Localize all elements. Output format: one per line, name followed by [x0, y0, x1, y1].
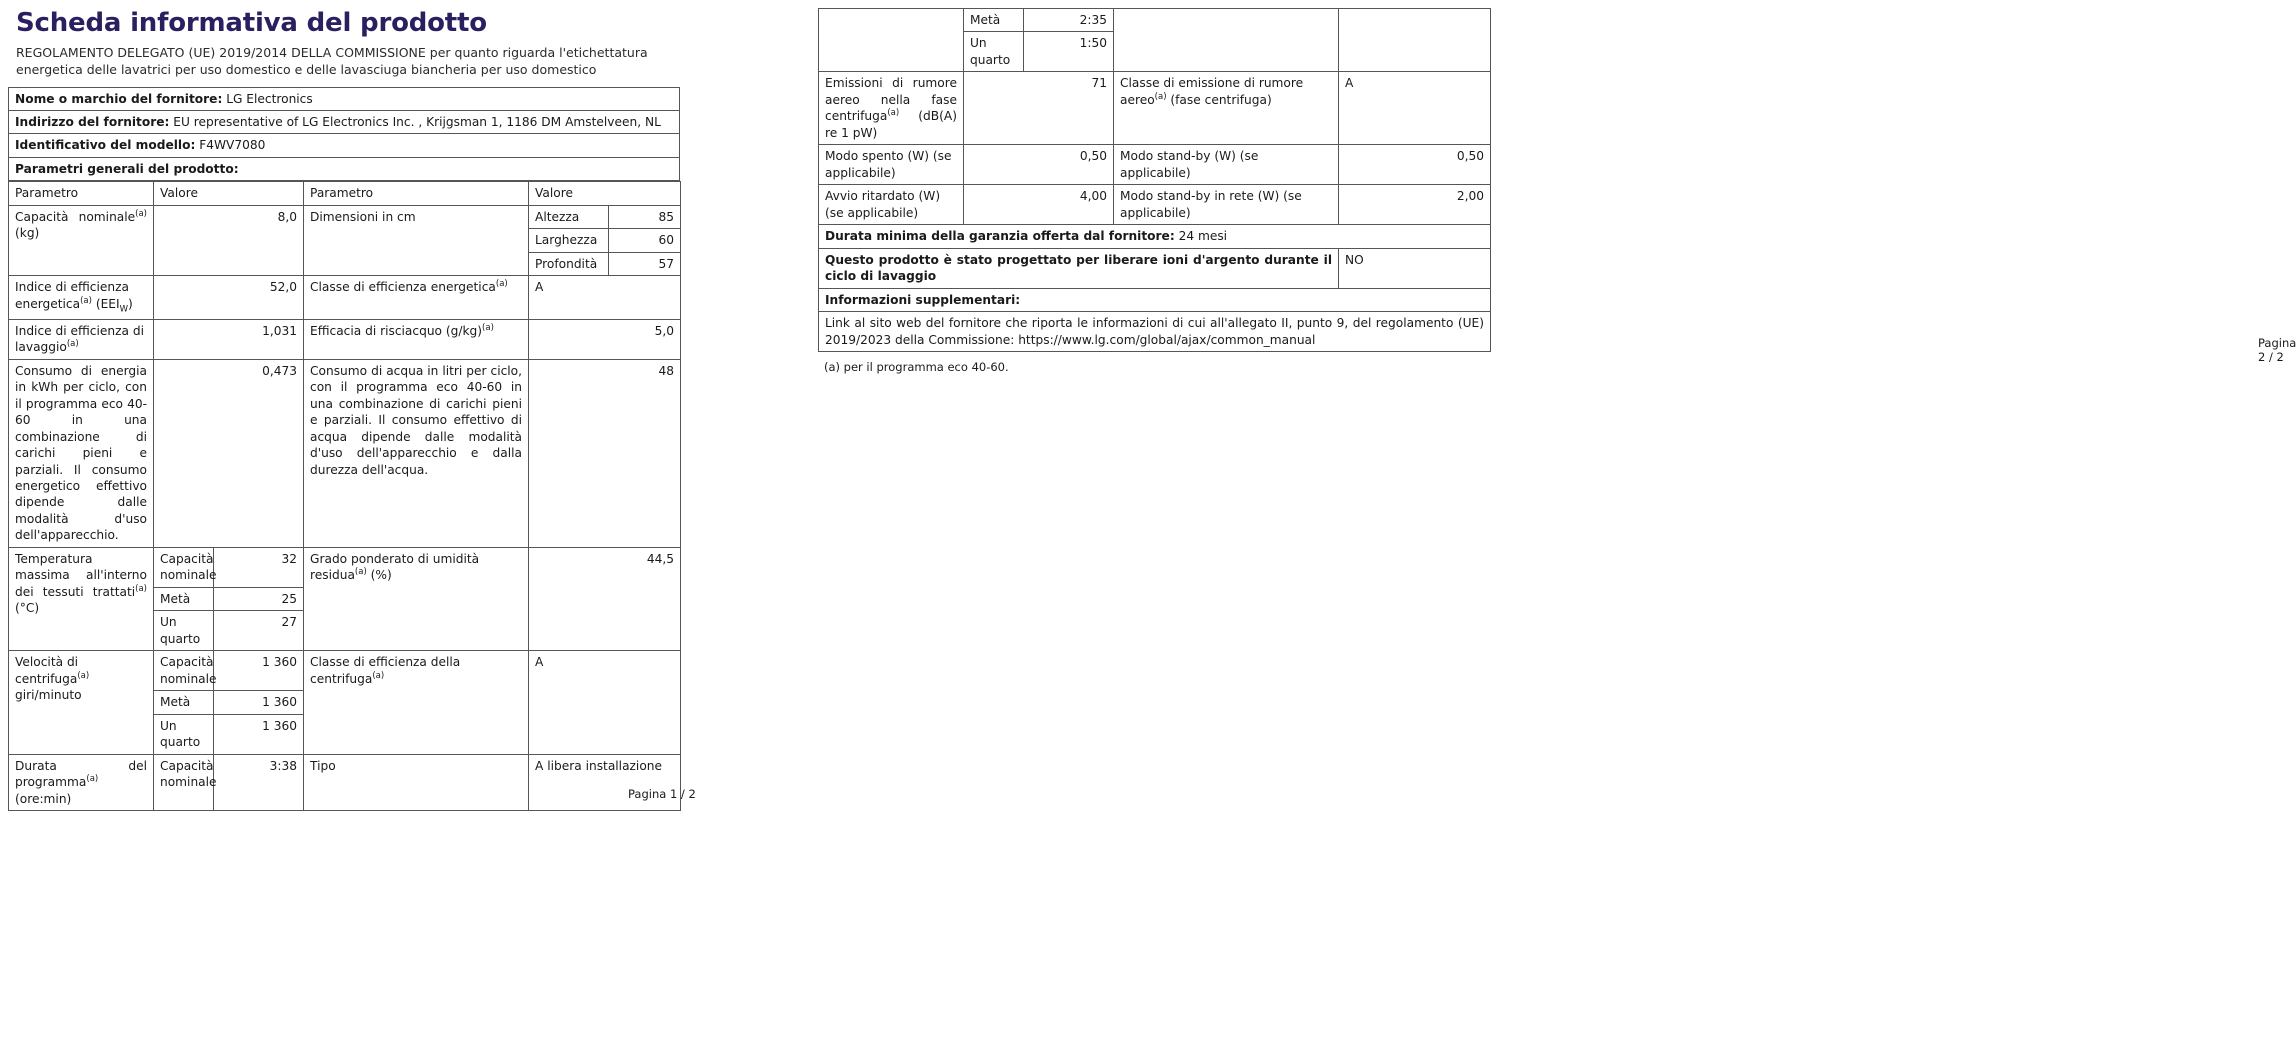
temp-quarter-load-label: Un quarto — [154, 611, 214, 651]
noise-emissions-label: Emissioni di rumore aereo nella fase centrifuga$^{(a)}$ (dB(A) re 1 pW) — [819, 72, 964, 145]
general-params-header: Parametri generali del prodotto: — [9, 157, 680, 180]
spin-half-load-value: 1 360 — [214, 691, 304, 714]
spin-full-load-value: 1 360 — [214, 651, 304, 691]
duration-continued-spacer-3 — [1339, 9, 1491, 72]
page-1-column — [8, 0, 698, 811]
table-row — [9, 134, 680, 157]
table-row — [819, 225, 1491, 248]
model-value: F4WV7080 — [199, 138, 266, 153]
supplier-name-value: LG Electronics — [226, 91, 313, 106]
table-row — [9, 110, 680, 133]
page-number-right: Pagina 2 / 2 — [2258, 336, 2296, 365]
additional-info-text: Link al sito web del fornitore che riporta le informazioni di cui all'allegato II, punto 9, del regolamento (UE) 2019/2023 della Commissione: https://www.lg.com/global/ajax/common_manual — [819, 312, 1491, 352]
table-row — [819, 9, 1491, 32]
wash-efficiency-value: 1,031 — [154, 319, 304, 359]
off-mode-label: Modo spento (W) (se applicabile) — [819, 145, 964, 185]
dimension-height-value: 85 — [609, 205, 681, 228]
silver-ions-label: Questo prodotto è stato progettato per liberare ioni d'argento durante il ciclo di lavaggio — [819, 248, 1339, 288]
standby-mode-value: 0,50 — [1339, 145, 1491, 185]
supplier-name-label: Nome o marchio del fornitore: — [15, 91, 223, 106]
footnote-a: (a) per il programma eco 40-60. — [824, 360, 1009, 375]
duration-half-load-label: Metà — [964, 9, 1024, 32]
noise-class-label: Classe di emissione di rumore aereo$^{(a)}$ (fase centrifuga) — [1114, 72, 1339, 145]
energy-efficiency-index-label: Indice di efficienza energetica$^{(a)}$ $(EEI_W)$ — [9, 276, 154, 319]
residual-moisture-value: 44,5 — [529, 547, 681, 650]
regulation-subtitle: REGOLAMENTO DELEGATO (UE) 2019/2014 DELLA COMMISSIONE per quanto riguarda l'etichettatura energetica delle lavatrici per uso domestico e delle lavasciuga biancheria per uso domestico — [16, 45, 648, 78]
table-row — [819, 72, 1491, 145]
table-row — [9, 547, 681, 587]
table-row — [819, 312, 1491, 352]
supplier-table — [8, 87, 680, 182]
dimension-height-label: Altezza — [529, 205, 609, 228]
standby-mode-label: Modo stand-by (W) (se applicabile) — [1114, 145, 1339, 185]
table-row — [819, 288, 1491, 311]
energy-class-value: A — [529, 276, 681, 319]
table-row — [9, 359, 681, 547]
duration-full-load-value: 3:38 — [214, 754, 304, 810]
table-row — [819, 145, 1491, 185]
rinse-efficiency-label: Efficacia di risciacquo $(g/kg)^{(a)}$ — [304, 319, 529, 359]
table-row — [9, 319, 681, 359]
off-mode-value: 0,50 — [964, 145, 1114, 185]
continued-parameters-table — [818, 8, 1491, 352]
spin-class-value: A — [529, 651, 681, 754]
page-title: Scheda informativa del prodotto — [16, 8, 487, 38]
delay-start-label: Avvio ritardato (W) (se applicabile) — [819, 185, 964, 225]
duration-half-load-value: 2:35 — [1024, 9, 1114, 32]
spin-speed-label: Velocità di centrifuga$^{(a)}$ giri/minuto — [9, 651, 154, 754]
water-consumption-value: 48 — [529, 359, 681, 547]
supplier-address-label: Indirizzo del fornitore: — [15, 114, 170, 129]
spin-full-load-label: Capacità nominale — [154, 651, 214, 691]
dimension-depth-value: 57 — [609, 252, 681, 275]
energy-consumption-value: 0,473 — [154, 359, 304, 547]
rated-capacity-label: Capacità nominale$^{(a)}$ (kg) — [9, 205, 154, 275]
temp-full-load-label: Capacità nominale — [154, 547, 214, 587]
spin-quarter-load-value: 1 360 — [214, 714, 304, 754]
model-cell — [9, 134, 680, 157]
noise-class-value: A — [1339, 72, 1491, 145]
additional-info-header: Informazioni supplementari: — [819, 288, 1491, 311]
network-standby-label: Modo stand-by in rete (W) (se applicabile) — [1114, 185, 1339, 225]
col-header-value-2: Valore — [529, 182, 681, 205]
duration-continued-spacer — [819, 9, 964, 72]
col-header-parameter: Parametro — [9, 182, 154, 205]
table-row — [9, 205, 681, 228]
page-2-column — [818, 0, 2296, 375]
noise-emissions-value: 71 — [964, 72, 1114, 145]
temp-half-load-value: 25 — [214, 587, 304, 610]
residual-moisture-label: Grado ponderato di umidità residua$^{(a)}$ (%) — [304, 547, 529, 650]
duration-quarter-load-value: 1:50 — [1024, 32, 1114, 72]
delay-start-value: 4,00 — [964, 185, 1114, 225]
warranty-cell — [819, 225, 1491, 248]
temp-full-load-value: 32 — [214, 547, 304, 587]
table-row — [9, 276, 681, 319]
temp-quarter-load-value: 27 — [214, 611, 304, 651]
warranty-label: Durata minima della garanzia offerta dal fornitore: — [825, 229, 1175, 244]
energy-class-label: Classe di efficienza energetica$^{(a)}$ — [304, 276, 529, 319]
program-duration-label: Durata del programma$^{(a)}$ (ore:min) — [9, 754, 154, 810]
table-row — [9, 754, 681, 810]
supplier-address-value: EU representative of LG Electronics Inc. , Krijgsman 1, 1186 DM Amstelveen, NL — [173, 114, 661, 129]
general-parameters-table — [8, 181, 681, 811]
supplier-name-cell — [9, 87, 680, 110]
table-row — [9, 157, 680, 180]
machine-type-label: Tipo — [304, 754, 529, 810]
spin-quarter-load-label: Un quarto — [154, 714, 214, 754]
rated-capacity-value: 8,0 — [154, 205, 304, 275]
duration-continued-spacer-2 — [1114, 9, 1339, 72]
supplier-address-cell — [9, 110, 680, 133]
model-label: Identificativo del modello: — [15, 138, 196, 153]
wash-efficiency-label: Indice di efficienza di lavaggio$^{(a)}$ — [9, 319, 154, 359]
table-header-row — [9, 182, 681, 205]
dimension-depth-label: Profondità — [529, 252, 609, 275]
spin-half-load-label: Metà — [154, 691, 214, 714]
spin-class-label: Classe di efficienza della centrifuga$^{(a)}$ — [304, 651, 529, 754]
temp-half-load-label: Metà — [154, 587, 214, 610]
max-temperature-label: Temperatura massima all'interno dei tessuti trattati$^{(a)}$ (°C) — [9, 547, 154, 650]
energy-consumption-label: Consumo di energia in kWh per ciclo, con il programma eco 40-60 in una combinazione di carichi pieni e parziali. Il consumo energetico effettivo dipende dalle modalità d'uso dell'apparecchio. — [9, 359, 154, 547]
rinse-efficiency-value: 5,0 — [529, 319, 681, 359]
dimensions-label: Dimensioni in cm — [304, 205, 529, 275]
table-row — [9, 87, 680, 110]
table-row — [9, 651, 681, 691]
duration-quarter-load-label: Un quarto — [964, 32, 1024, 72]
silver-ions-value: NO — [1339, 248, 1491, 288]
table-row — [819, 185, 1491, 225]
table-row — [819, 248, 1491, 288]
machine-type-value: A libera installazione — [529, 754, 681, 810]
dimension-width-value: 60 — [609, 229, 681, 252]
energy-efficiency-index-value: 52,0 — [154, 276, 304, 319]
network-standby-value: 2,00 — [1339, 185, 1491, 225]
duration-full-load-label: Capacità nominale — [154, 754, 214, 810]
water-consumption-label: Consumo di acqua in litri per ciclo, con il programma eco 40-60 in una combinazione di carichi pieni e parziali. Il consumo effettivo di acqua dipende dalle modalità d'uso dell'apparecchio e dalla durezza dell'acqua. — [304, 359, 529, 547]
page-number-left: Pagina 1 / 2 — [628, 787, 696, 801]
col-header-value: Valore — [154, 182, 304, 205]
col-header-parameter-2: Parametro — [304, 182, 529, 205]
warranty-value: 24 mesi — [1178, 229, 1228, 244]
dimension-width-label: Larghezza — [529, 229, 609, 252]
